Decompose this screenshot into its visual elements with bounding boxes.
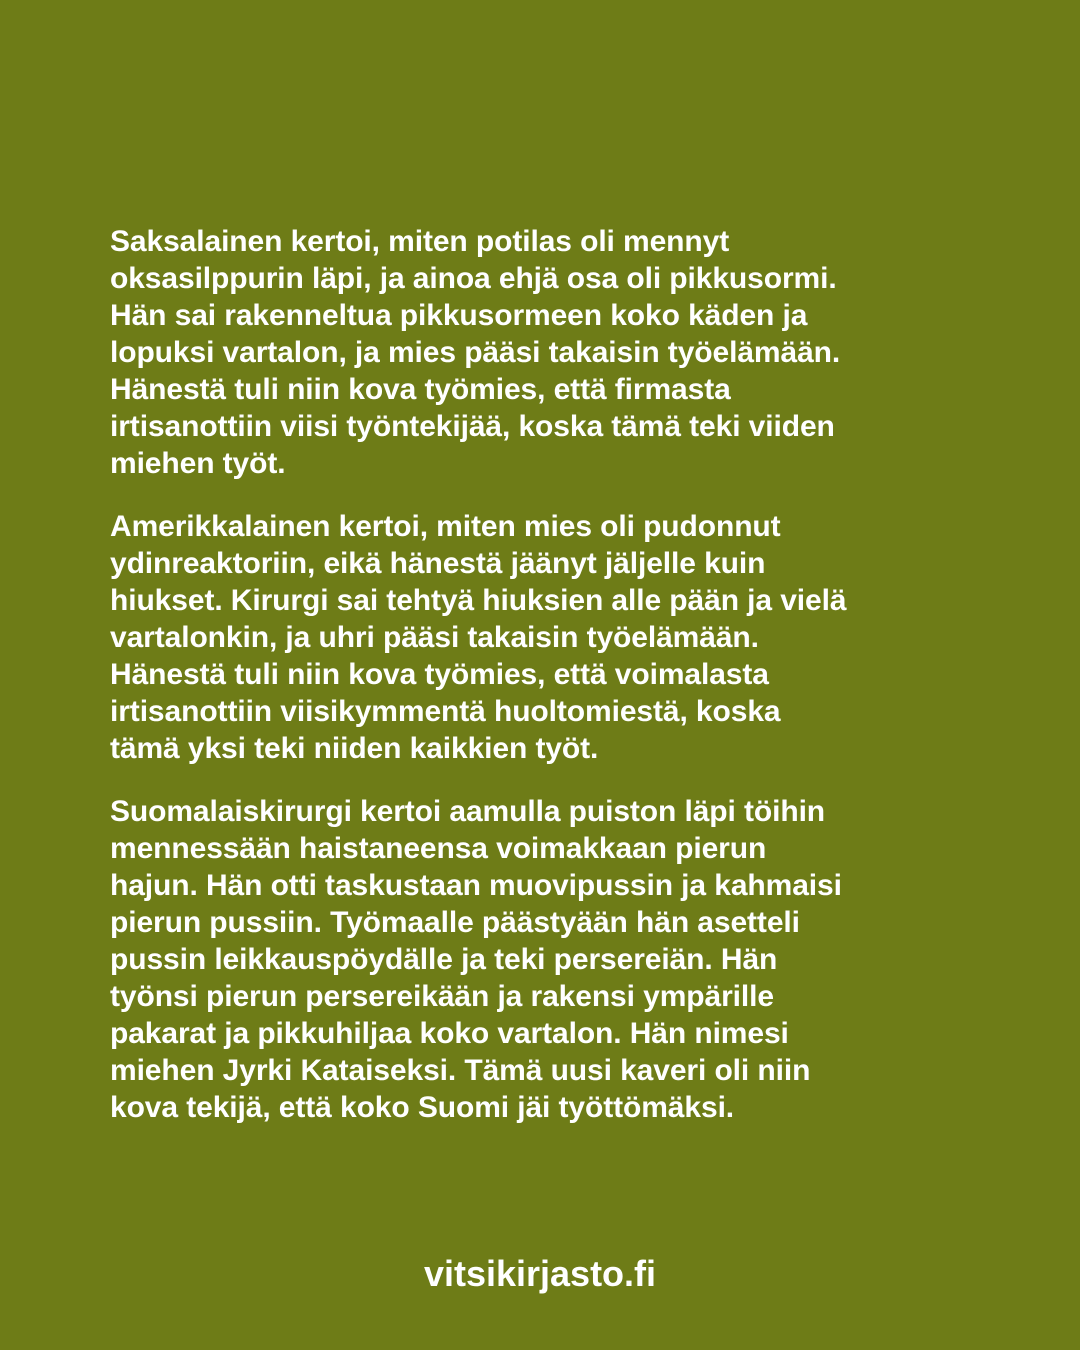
site-url: vitsikirjasto.fi: [423, 1253, 657, 1294]
text-line: Hänestä tuli niin kova työmies, että voimalasta: [110, 658, 769, 691]
text-line: ydinreaktoriin, eikä hänestä jäänyt jäljelle kuin: [110, 547, 766, 580]
text-line: Hänestä tuli niin kova työmies, että firmasta: [110, 373, 731, 406]
text-line: Hän sai rakenneltua pikkusormeen koko käden ja: [110, 299, 808, 332]
text-line: miehen työt.: [110, 447, 286, 480]
text-line: Suomalaiskirurgi kertoi aamulla puiston läpi töihin: [110, 795, 826, 828]
text-line: oksasilppurin läpi, ja ainoa ehjä osa oli pikkusormi.: [110, 262, 837, 295]
joke-paragraph-german: [110, 223, 980, 482]
text-line: pussin leikkauspöydälle ja teki persereiän. Hän: [110, 943, 778, 976]
text-line: tämä yksi teki niiden kaikkien työt.: [110, 732, 599, 765]
text-line: miehen Jyrki Kataiseksi. Tämä uusi kaveri oli niin: [110, 1054, 811, 1087]
joke-paragraph-american: [110, 508, 980, 767]
text-line: irtisanottiin viisi työntekijää, koska tämä teki viiden: [110, 410, 835, 443]
text-line: kova tekijä, että koko Suomi jäi työttömäksi.: [110, 1091, 735, 1124]
text-line: irtisanottiin viisikymmentä huoltomiestä, koska: [110, 695, 781, 728]
text-line: vartalonkin, ja uhri pääsi takaisin työelämään.: [110, 621, 759, 654]
text-line: pakarat ja pikkuhiljaa koko vartalon. Hän nimesi: [110, 1017, 789, 1050]
text-line: lopuksi vartalon, ja mies pääsi takaisin työelämään.: [110, 336, 841, 369]
joke-text: [110, 223, 980, 1152]
joke-paragraph-finnish: [110, 793, 980, 1126]
text-line: työnsi pierun persereikään ja rakensi ympärille: [110, 980, 774, 1013]
text-line: Saksalainen kertoi, miten potilas oli mennyt: [110, 225, 730, 258]
text-line: hajun. Hän otti taskustaan muovipussin ja kahmaisi: [110, 869, 842, 902]
text-line: mennessään haistaneensa voimakkaan pierun: [110, 832, 767, 865]
text-line: Amerikkalainen kertoi, miten mies oli pudonnut: [110, 510, 781, 543]
text-line: hiukset. Kirurgi sai tehtyä hiuksien alle pään ja vielä: [110, 584, 847, 617]
text-line: pierun pussiin. Työmaalle päästyään hän asetteli: [110, 906, 800, 939]
